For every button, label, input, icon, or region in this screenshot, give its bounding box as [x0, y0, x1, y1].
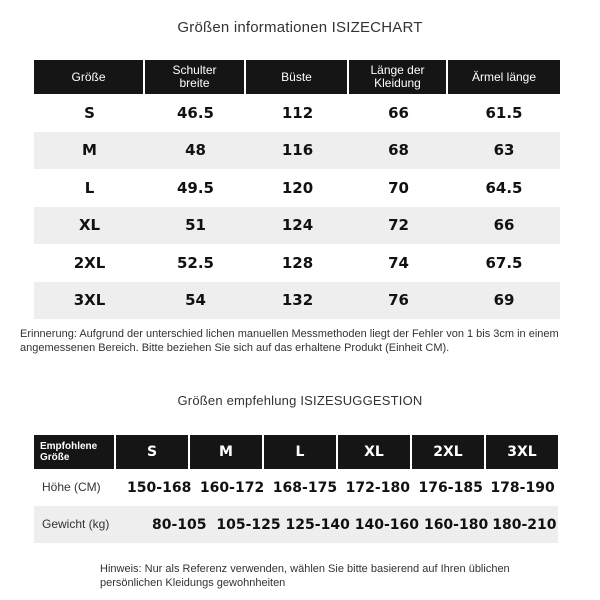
- cell: 150-168: [127, 479, 192, 496]
- cell: 54: [185, 291, 206, 310]
- cell: 116: [281, 141, 314, 160]
- cell: 66: [493, 216, 515, 235]
- row-label: Gewicht (kg): [42, 517, 110, 531]
- header-cell: Büste: [246, 60, 349, 94]
- size-chart-table: [34, 60, 560, 319]
- row-label: Höhe (CM): [42, 480, 101, 494]
- cell: S: [84, 103, 95, 122]
- cell: 140-160: [354, 516, 420, 533]
- cell: 67.5: [485, 253, 523, 272]
- header-cell: Schulter breite: [145, 60, 246, 94]
- cell: 180-210: [492, 516, 557, 533]
- cell: 68: [388, 141, 409, 160]
- measurement-note: Erinnerung: Aufgrund der unterschied lichen manuellen Messmethoden liegt der Fehler von 1 bis 3cm in einem angemessenen Bereich. Bitte beziehen Sie sich auf das erhaltene Produkt (Einheit CM).: [20, 328, 559, 354]
- cell: 124: [281, 216, 314, 235]
- cell: 63: [493, 141, 515, 160]
- cell: 178-190: [490, 479, 555, 496]
- cell: 72: [388, 216, 409, 235]
- reference-note: Hinweis: Nur als Referenz verwenden, wählen Sie bitte basierend auf Ihren üblichen persönlichen Kleidungs gewohnheiten: [100, 563, 510, 589]
- cell: 70: [388, 178, 409, 197]
- cell: 168-175: [272, 479, 338, 496]
- cell: 69: [493, 291, 515, 310]
- header-cell: Ärmel länge: [448, 60, 560, 94]
- table-row: [34, 506, 558, 543]
- cell: 172-180: [345, 479, 410, 496]
- cell: 66: [388, 103, 409, 122]
- size-suggestion-table: [34, 435, 558, 543]
- cell: M: [82, 141, 97, 160]
- cell: 48: [185, 141, 206, 160]
- header-cell: Länge der Kleidung: [349, 60, 448, 94]
- header-cell: 2XL: [412, 435, 486, 469]
- cell: 61.5: [485, 103, 523, 122]
- cell: 176-185: [418, 479, 483, 496]
- cell: 46.5: [176, 103, 214, 122]
- cell: 80-105: [152, 516, 207, 533]
- cell: 76: [388, 291, 409, 310]
- cell: 3XL: [73, 291, 106, 310]
- cell: 64.5: [485, 178, 523, 197]
- cell: 2XL: [73, 253, 106, 272]
- table-row: [34, 132, 560, 170]
- cell: 160-180: [423, 516, 489, 533]
- header-cell: Größe: [34, 60, 145, 94]
- header-cell: M: [190, 435, 264, 469]
- cell: 132: [281, 291, 314, 310]
- cell: XL: [78, 216, 101, 235]
- suggestion-header: [34, 435, 558, 469]
- table-row: [34, 244, 560, 282]
- cell: 120: [281, 178, 314, 197]
- header-cell: S: [116, 435, 190, 469]
- cell: 105-125: [216, 516, 281, 533]
- cell: L: [84, 178, 95, 197]
- cell: 52.5: [176, 253, 214, 272]
- size-chart-header: [34, 60, 560, 94]
- cell: 160-172: [199, 479, 265, 496]
- table-row: [34, 469, 558, 506]
- header-cell: XL: [338, 435, 412, 469]
- table-row: [34, 282, 560, 320]
- cell: 128: [281, 253, 314, 272]
- cell: 112: [281, 103, 314, 122]
- header-cell: L: [264, 435, 338, 469]
- table-row: [34, 169, 560, 207]
- header-cell: 3XL: [486, 435, 558, 469]
- header-cell: Empfohlene Größe: [34, 435, 116, 469]
- cell: 49.5: [176, 178, 214, 197]
- size-suggestion-title: Größen empfehlung ISIZESUGGESTION: [177, 393, 423, 408]
- table-row: [34, 94, 560, 132]
- cell: 74: [388, 253, 409, 272]
- table-row: [34, 207, 560, 245]
- cell: 125-140: [285, 516, 350, 533]
- cell: 51: [185, 216, 206, 235]
- size-chart-title: Größen informationen ISIZECHART: [177, 19, 423, 36]
